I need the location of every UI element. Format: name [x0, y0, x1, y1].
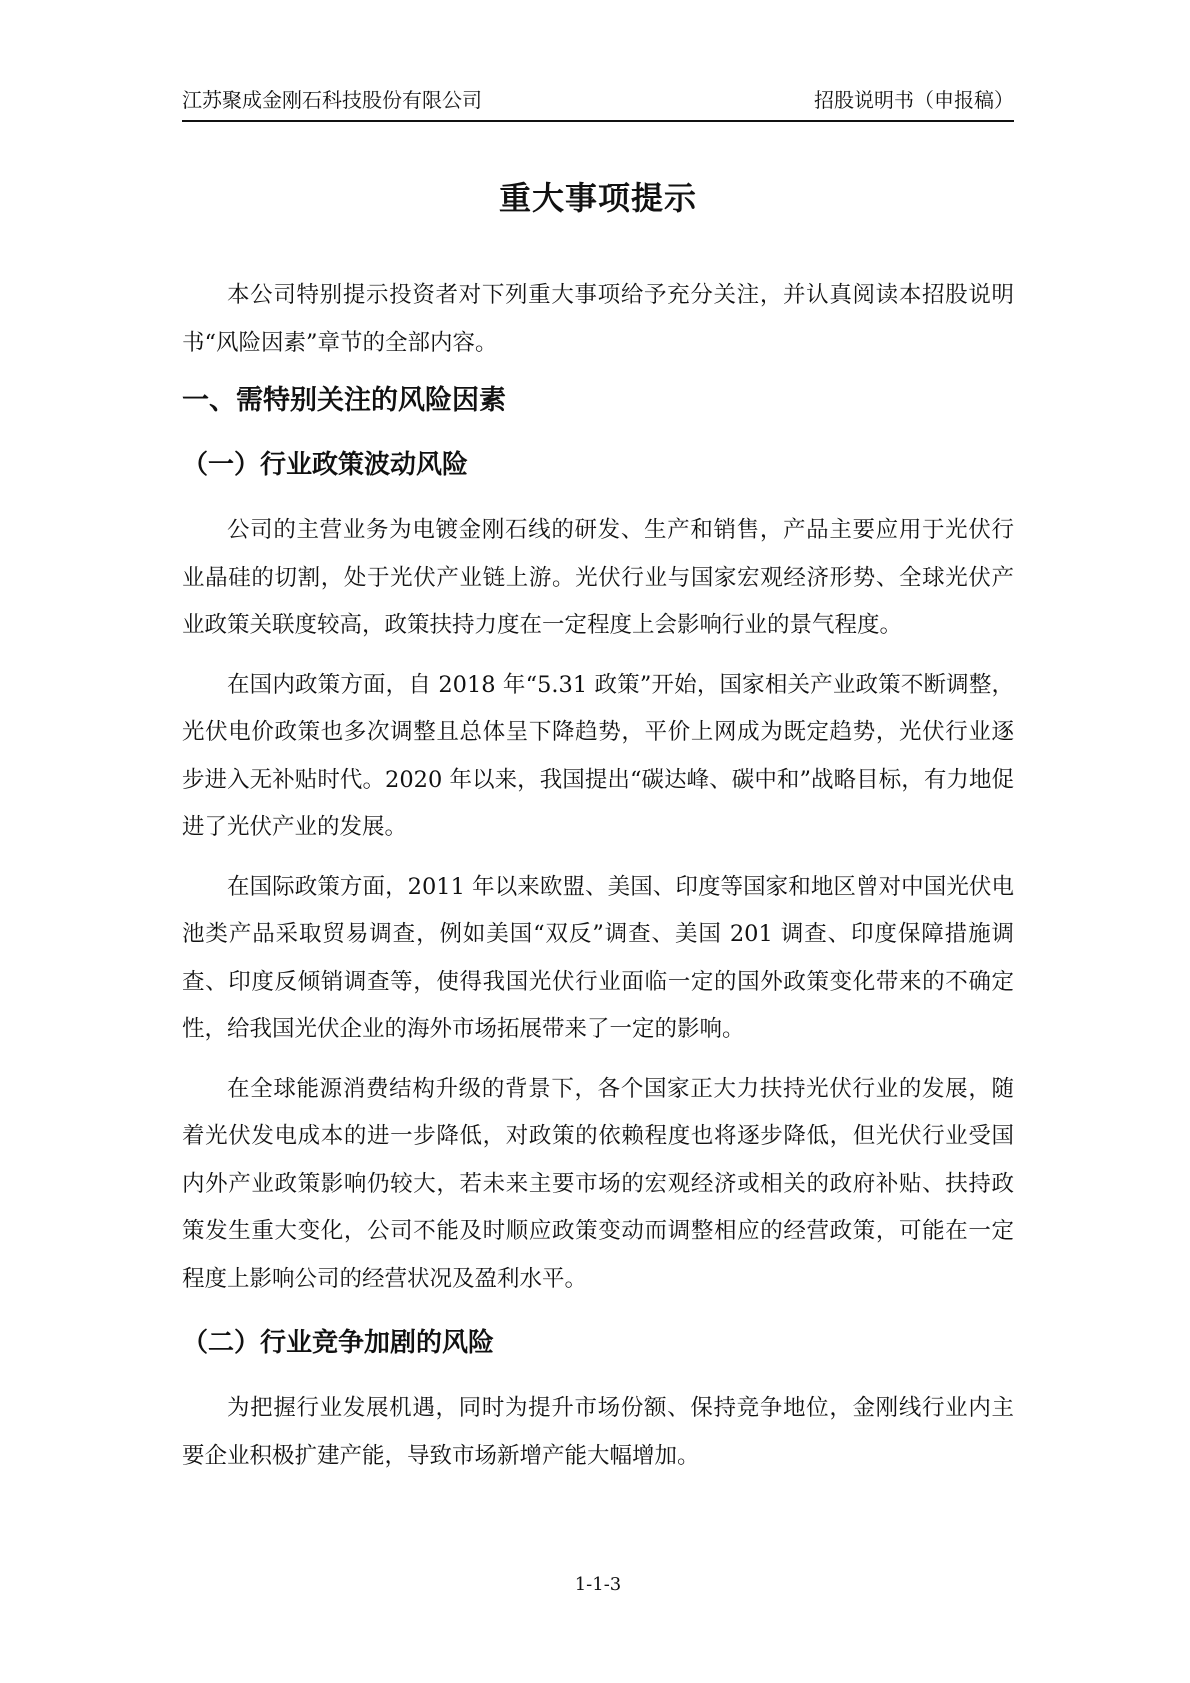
- policy-risk-paragraph-3: 在国际政策方面，2011 年以来欧盟、美国、印度等国家和地区曾对中国光伏电池类产品采取贸易调查，例如美国“双反”调查、美国 201 调查、印度保障措施调查、印度反倾销调查等，使得我国光伏行业面临一定的国外政策变化带来的不确定性，给我国光伏企业的海外市场拓展带来了一定的影响。: [182, 873, 1014, 1042]
- document-body: [182, 272, 1014, 1492]
- page-header: [182, 84, 1014, 122]
- header-document-type: 招股说明书（申报稿）: [814, 88, 1014, 112]
- page-number: 1-1-3: [574, 1574, 622, 1595]
- header-company-name: 江苏聚成金刚石科技股份有限公司: [182, 88, 482, 112]
- subsection-heading-competition-risk: （二）行业竞争加剧的风险: [182, 1328, 495, 1358]
- subsection-heading-policy-risk: （一）行业政策波动风险: [182, 450, 469, 480]
- policy-risk-paragraph-4: 在全球能源消费结构升级的背景下，各个国家正大力扶持光伏行业的发展，随着光伏发电成本的进一步降低，对政策的依赖程度也将逐步降低，但光伏行业受国内外产业政策影响仍较大，若未来主要市场的宏观经济或相关的政府补贴、扶持政策发生重大变化，公司不能及时顺应政策变动而调整相应的经营政策，可能在一定程度上影响公司的经营状况及盈利水平。: [182, 1075, 1014, 1292]
- section-heading-risk-factors: 一、需特别关注的风险因素: [182, 385, 506, 416]
- competition-risk-paragraph-1: 为把握行业发展机遇，同时为提升市场份额、保持竞争地位，金刚线行业内主要企业积极扩建产能，导致市场新增产能大幅增加。: [182, 1395, 1014, 1469]
- policy-risk-paragraph-1: 公司的主营业务为电镀金刚石线的研发、生产和销售，产品主要应用于光伏行业晶硅的切割，处于光伏产业链上游。光伏行业与国家宏观经济形势、全球光伏产业政策关联度较高，政策扶持力度在一定程度上会影响行业的景气程度。: [182, 517, 1014, 638]
- intro-paragraph: 本公司特别提示投资者对下列重大事项给予充分关注，并认真阅读本招股说明书“风险因素”章节的全部内容。: [182, 282, 1014, 356]
- page-title: 重大事项提示: [498, 179, 697, 217]
- policy-risk-paragraph-2: 在国内政策方面，自 2018 年“5.31 政策”开始，国家相关产业政策不断调整，光伏电价政策也多次调整且总体呈下降趋势，平价上网成为既定趋势，光伏行业逐步进入无补贴时代。2020 年以来，我国提出“碳达峰、碳中和”战略目标，有力地促进了光伏产业的发展。: [182, 671, 1014, 840]
